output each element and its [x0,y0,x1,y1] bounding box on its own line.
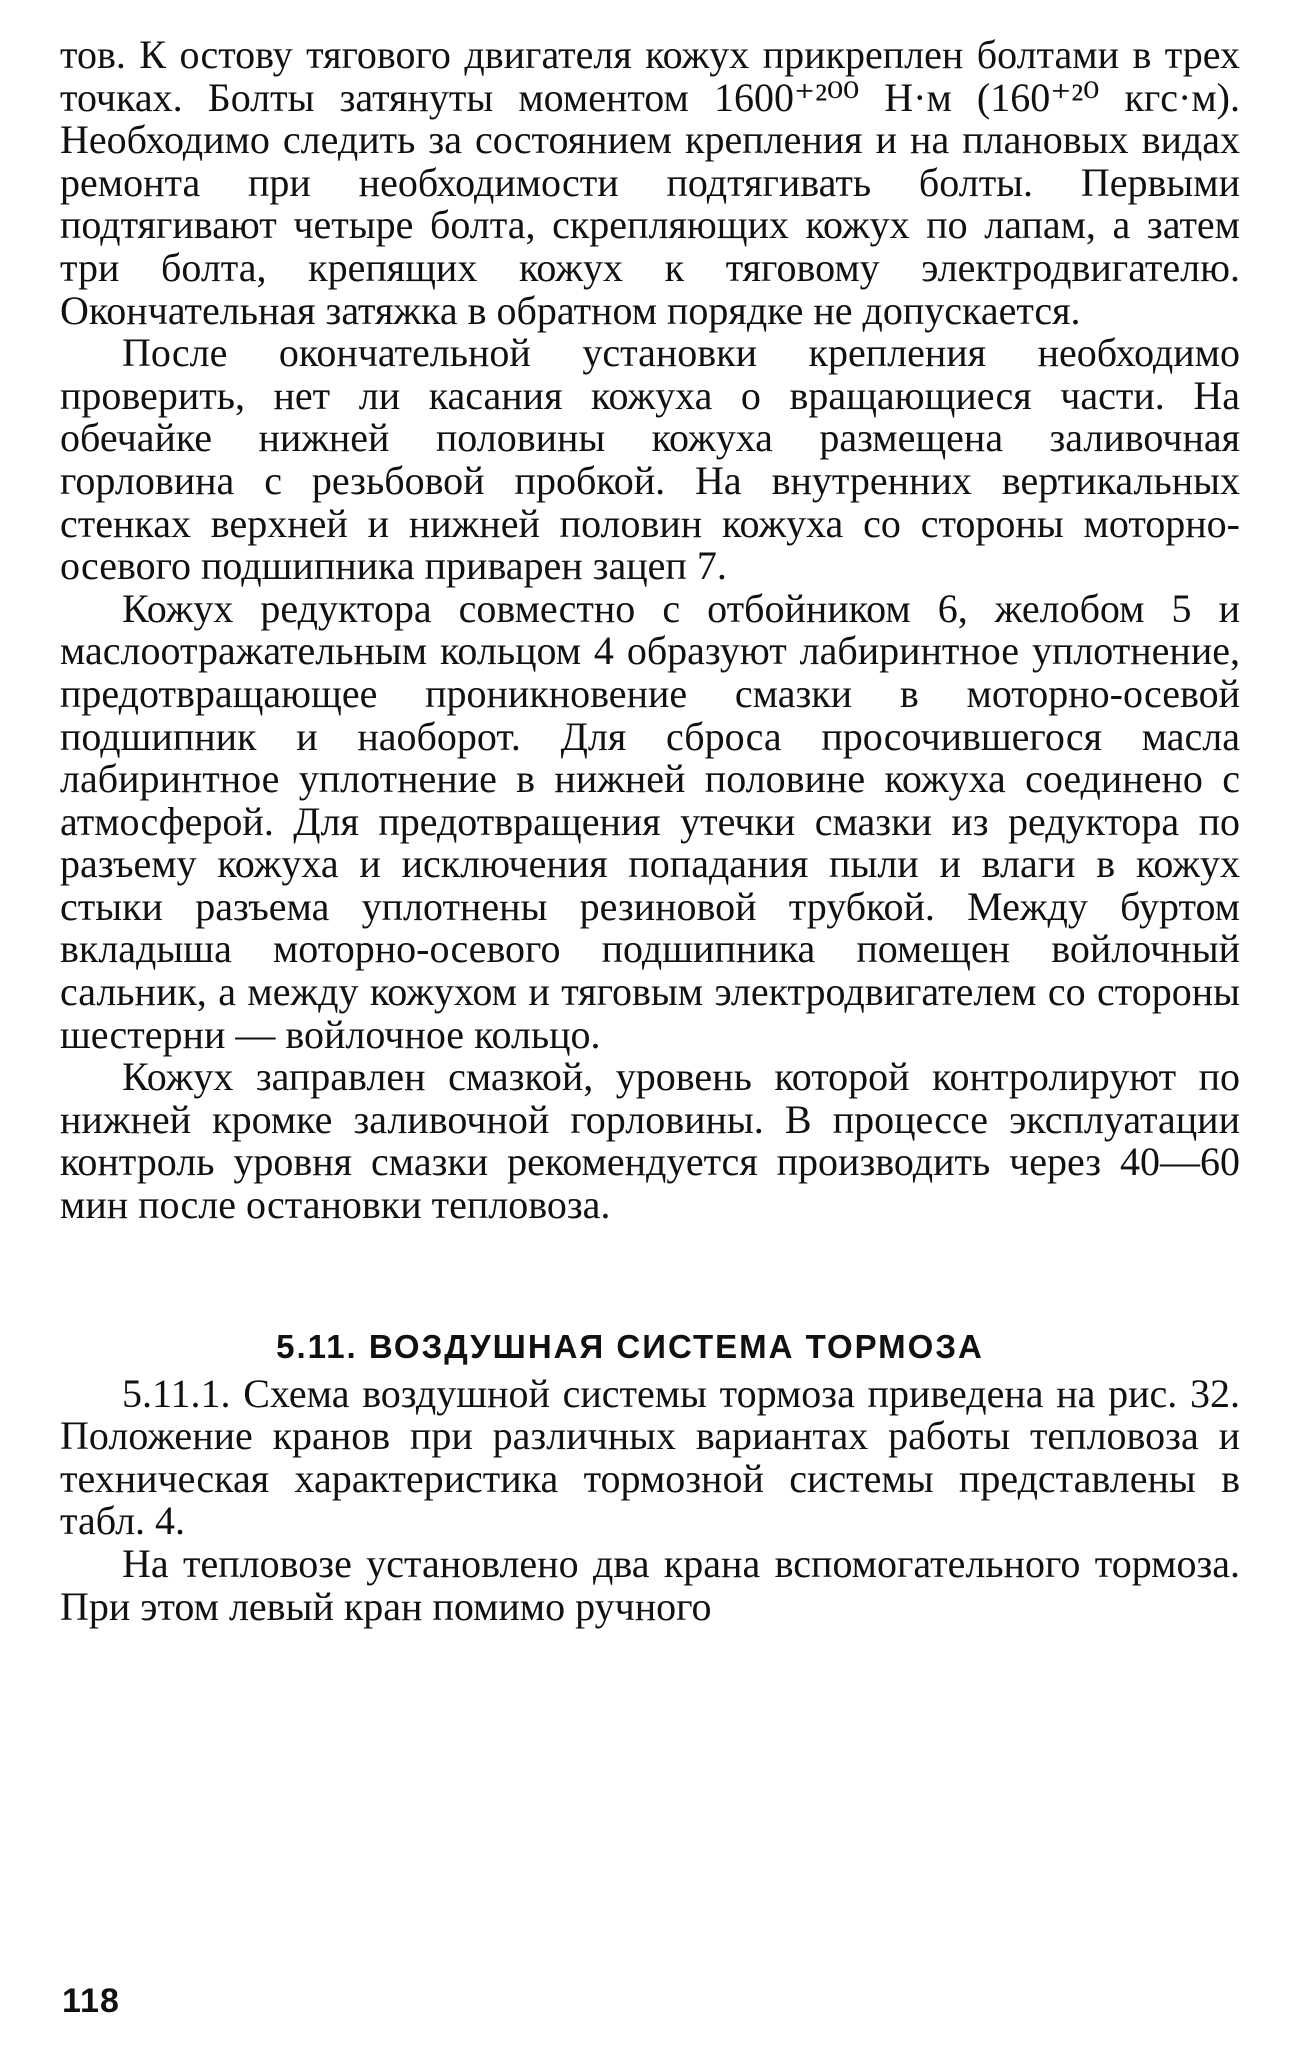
paragraph-bolt-tightening: тов. К остову тягового двигателя кожух прикреплен болтами в трех точках. Болты затянуты моментом 1600⁺²⁰⁰ Н·м (160⁺²⁰ кгс·м). Необходимо следить за состоянием крепления и на плановых видах ремонта при необходимости подтягивать болты. Первыми подтягивают четыре болта, скрепляющих кожух по лапам, а затем три болта, крепящих кожух к тяговому электродвигателю. Окончательная затяжка в обратном порядке не допускается. [60,32,1240,333]
page-number: 118 [62,1982,120,2020]
paragraph-brake-scheme: 5.11.1. Схема воздушной системы тормоза приведена на рис. 32. Положение кранов при различных вариантах работы тепловоза и техническая характеристика тормозной системы представлены в табл. 4. [60,1370,1240,1544]
paragraph-auxiliary-brake: На тепловозе установлено два крана вспомогательного тормоза. При этом левый кран помимо ручного [60,1541,1240,1629]
paragraph-lubrication-level: Кожух заправлен смазкой, уровень которой контролируют по нижней кромке заливочной горловины. В процессе эксплуатации контроль уровня смазки рекомендуется производить через 40—60 мин после остановки тепловоза. [60,1054,1240,1228]
section-heading: 5.11. ВОЗДУШНАЯ СИСТЕМА ТОРМОЗА [276,1327,984,1365]
paragraph-contact-check: После окончательной установки крепления необходимо проверить, нет ли касания кожуха о вращающиеся части. На обечайке нижней половины кожуха размещена заливочная горловина с резьбовой пробкой. На внутренних вертикальных стенках верхней и нижней половин кожуха со стороны моторно-осевого подшипника приварен зацеп 7. [60,330,1240,589]
paragraph-labyrinth-seal: Кожух редуктора совместно с отбойником 6, желобом 5 и маслоотражательным кольцом 4 образуют лабиринтное уплотнение, предотвращающее проникновение смазки в моторно-осевой подшипник и наоборот. Для сброса просочившегося масла лабиринтное уплотнение в нижней половине кожуха соединено с атмосферой. Для предотвращения утечки смазки из редуктора по разъему кожуха и исключения попадания пыли и влаги в кожух стыки разъема уплотнены резиновой трубкой. Между буртом вкладыша моторно-осевого подшипника помещен войлочный сальник, а между кожухом и тяговым электродвигателем со стороны шестерни — войлочное кольцо. [60,585,1240,1057]
page-body [60,34,1240,1628]
